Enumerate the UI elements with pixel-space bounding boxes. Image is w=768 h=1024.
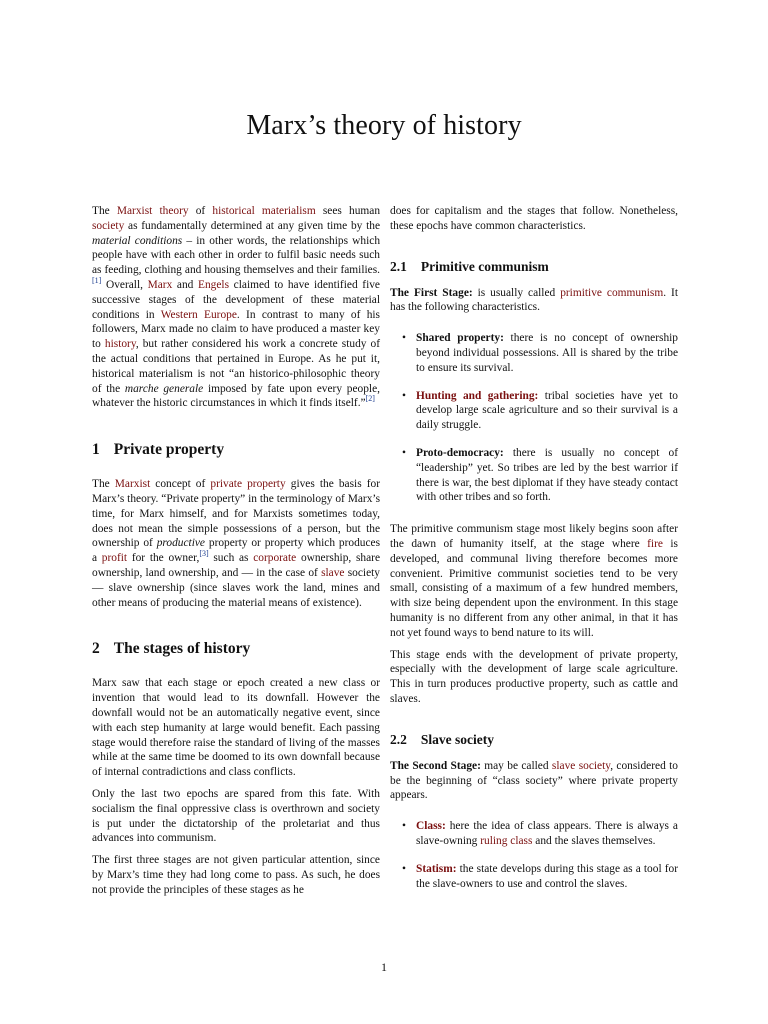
second-stage-paragraph [390,759,678,803]
link-hunting-and-gathering[interactable]: Hunting and gathering: [416,389,539,402]
list-item [402,862,678,892]
text: The [92,478,115,491]
stages-paragraph-3: The first three stages are not given particular attention, since by Marx’s time they had long come to pass. As such, he does not provide the principles of these stages as he [92,854,380,896]
stage-label: The First Stage: [390,286,473,299]
text: property or property which produces a [92,537,381,565]
section-title: Slave society [420,731,494,747]
link-society[interactable]: society [92,219,125,232]
bullet-icon: • [402,389,406,402]
list-item [402,446,678,505]
link-marxist-theory[interactable]: Marxist theory [116,205,189,217]
section-number: 2.1 [390,258,407,274]
right-column [390,204,678,904]
emphasis: material conditions [92,234,183,247]
item-text: the state develops during this stage as a tool for the slave-owners to use and control the slaves. [416,862,678,890]
text: of [188,205,213,217]
text: . In contrast to many of his followers, Marx made no claim to have produced a master key to [92,308,380,351]
intro-paragraph [92,204,380,411]
page-title: Marx’s theory of history [246,110,522,141]
text: , considered to be the beginning of “class society” where private property appears. [390,759,678,802]
link-primitive-communism[interactable]: primitive communism [560,286,664,299]
citation-2[interactable]: [2] [365,394,375,404]
link-ruling-class[interactable]: ruling class [480,834,533,847]
text: such as [208,552,254,565]
subsection-heading-primitive-communism [390,259,678,275]
link-marxist[interactable]: Marxist [114,478,151,491]
section-number: 2.2 [390,731,407,747]
text: is developed, and communal living therefore becomes more convenient. Primitive communist societies tend to be very small, consisting of a maximum of a few hundred members, with size being dependent upon the environment. In this stage humanity is no different from any other animal, in that it has not yet found ways to bend nature to its will. [390,537,678,639]
text: claimed to have identified five successive stages of the development of these material conditions in [92,278,380,321]
link-marx[interactable]: Marx [147,278,173,291]
item-text: and the slaves themselves. [532,834,656,847]
link-slave-society[interactable]: slave society [551,759,611,772]
section-title: The stages of history [113,640,251,658]
text: imposed by fate upon every people, whatever the historic circumstances in which it finds itself.” [92,382,380,410]
link-history[interactable]: history [104,338,136,351]
first-stage-paragraph [390,286,678,316]
text: is usually called [472,286,561,299]
primitive-communism-paragraph [390,522,678,640]
list-item [402,331,679,375]
bullet-icon: • [402,862,406,875]
text: – in other words, the relationships which people have with each other in order to fulfil basic needs such as feeding, clothing and housing themselves and their families. [92,234,381,277]
text: sees human [315,205,381,217]
text: concept of [150,478,211,491]
link-private-property[interactable]: private property [210,478,286,491]
link-corporate[interactable]: corporate [253,552,297,565]
item-text: here the idea of class appears. There is always a slave-owning [416,820,678,847]
bullet-icon: • [402,820,406,833]
stages-paragraph-1: Marx saw that each stage or epoch created a new class or invention that would lead to its downfall. However the downfall would not be an automatically negative event, since with each step humanity at large would benefit. Each passing stage would therefore raise the standard of living of the masses while at the same time be doomed to its own downfall because of internal contradictions and class conflicts. [92,677,380,779]
left-column [92,204,380,904]
item-text: there is no concept of ownership beyond individual possessions. All is shared by the tribe to ensure its survival. [416,332,679,374]
bullet-icon: • [402,332,406,345]
text: The primitive communism stage most likely begins soon after the dawn of humanity itself, at the stage where [390,523,678,550]
text: , but rather considered his work a concrete study of the actual conditions that pertained in Europe. As he put it, historical materialism is not “an historico-philosophic theory of the [92,338,380,395]
text: as fundamentally determined at any given time by the [124,219,380,232]
link-class[interactable]: Class: [416,820,446,833]
page-number: 1 [381,960,387,974]
link-statism[interactable]: Statism: [416,862,457,875]
section-number: 2 [92,640,100,658]
primitive-communism-end-paragraph: This stage ends with the development of private property, especially with the development of large scale agriculture. This in turn produces productive property, such as cattle and slaves. [390,648,678,705]
section-title: Private property [113,441,225,459]
text: society — slave ownership (since slaves work the land, mines and other means of producing the material means of existence). [92,566,380,609]
link-slave[interactable]: slave [321,566,345,579]
bullet-icon: • [402,446,406,459]
text: . It has the following characteristics. [390,286,678,314]
link-fire[interactable]: fire [647,537,663,550]
text: ownership, share ownership, land ownership, and — in the case of [92,552,380,579]
list-item [402,819,678,849]
item-text: tribal societies have yet to develop large scale agriculture and so their survival is a daily struggle. [416,389,679,432]
text: gives the basis for Marx’s theory. “Private property” in the terminology of Marx’s time, for Marx himself, and for Marxists sometimes today, does not mean the simple possessions of a person, but the ownership of [92,478,381,550]
slave-society-list [390,819,678,891]
continuation-paragraph: does for capitalism and the stages that follow. Nonetheless, these epochs have common characteristics. [390,205,678,232]
subsection-heading-slave-society [390,732,678,748]
text: for the owner, [127,552,200,565]
emphasis: marche generale [124,382,204,395]
section-heading-private-property [92,441,380,459]
text: may be called [480,759,552,772]
text: The [92,205,117,217]
link-western-europe[interactable]: Western Europe [160,308,237,321]
primitive-communism-list [390,331,678,505]
stages-paragraph-2: Only the last two epochs are spared from this fate. With socialism the final oppressive class is overthrown and society is put under the dictatorship of the proletariat and thus advances into communism. [92,787,380,845]
section-title: Primitive communism [420,258,549,274]
list-item [402,389,679,433]
link-historical-materialism[interactable]: historical materialism [212,205,316,217]
citation-1[interactable]: [1] [92,276,102,286]
item-text: there is usually no concept of “leadership” yet. So tribes are led by the best warrior if there is war, the best diplomat if they have steady contact with other tribes and so forth. [416,446,678,504]
link-engels[interactable]: Engels [198,278,230,291]
private-property-paragraph [92,477,380,610]
section-heading-stages-of-history [92,640,380,658]
item-label: Proto-democracy: [416,446,504,459]
section-number: 1 [92,441,100,459]
item-label: Shared property: [416,332,504,345]
text: Overall, [101,278,148,291]
citation-3[interactable]: [3] [199,549,209,559]
link-profit[interactable]: profit [101,552,128,565]
stage-label: The Second Stage: [390,759,481,772]
text: and [172,278,199,291]
emphasis: productive [156,537,205,550]
